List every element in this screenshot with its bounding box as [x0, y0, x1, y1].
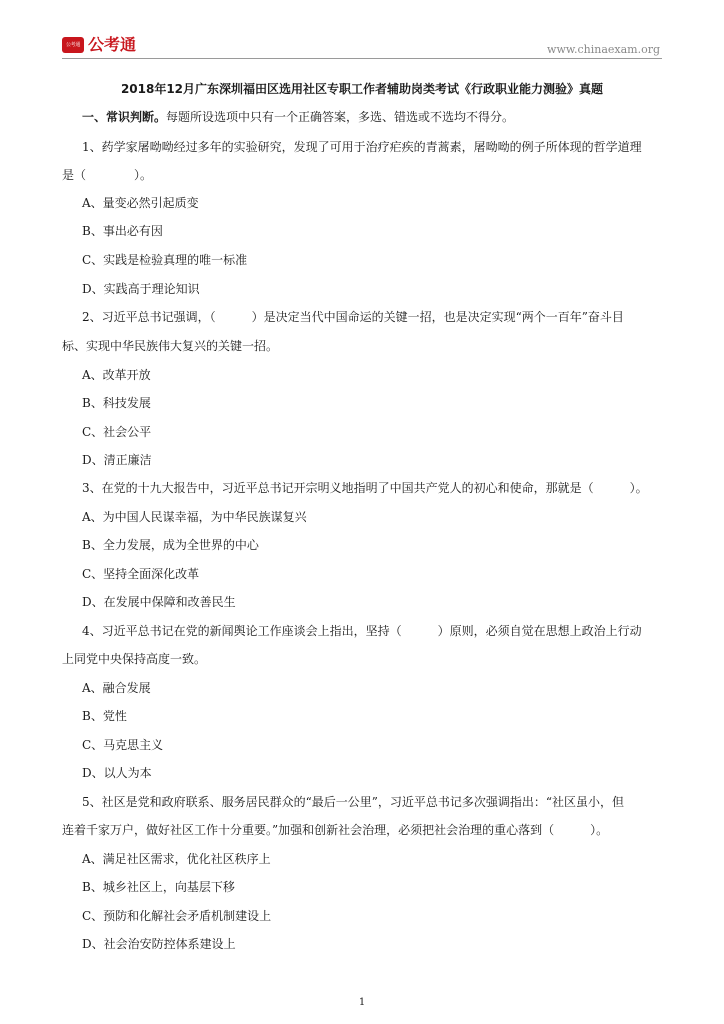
- logo-text: 公考通: [88, 35, 137, 54]
- q1-option-b: B、事出必有因: [82, 224, 163, 238]
- section-instruction: 每题所设选项中只有一个正确答案，多选、错选或不选均不得分。: [166, 110, 515, 124]
- q5-option-b: B、城乡社区上，向基层下移: [82, 880, 235, 894]
- q4-option-a: A、融合发展: [82, 681, 151, 695]
- q1-option-a: A、量变必然引起质变: [82, 196, 199, 210]
- q5-option-a: A、满足社区需求，优化社区秩序上: [82, 852, 271, 866]
- question-1-text: 1、药学家屠呦呦经过多年的实验研究，发现了可用于治疗疟疾的青蒿素，屠呦呦的例子所体现的哲学道理: [82, 140, 642, 154]
- q2-option-d: D、清正廉洁: [82, 453, 152, 467]
- page-number: 1: [358, 997, 366, 1008]
- document-title: 2018年12月广东深圳福田区选用社区专职工作者辅助岗类考试《行政职业能力测验》真题: [120, 82, 604, 96]
- q4-option-b: B、党性: [82, 709, 127, 723]
- q2-option-c: C、社会公平: [82, 425, 152, 439]
- question-3-text: 3、在党的十九大报告中，习近平总书记开宗明义地指明了中国共产党人的初心和使命，那就是（ ）。: [82, 481, 648, 495]
- q3-option-a: A、为中国人民谋幸福，为中华民族谋复兴: [82, 510, 307, 524]
- question-5-text-cont: 连着千家万户，做好社区工作十分重要。”加强和创新社会治理，必须把社会治理的重心落到（ ）。: [62, 823, 609, 837]
- section-heading: 一、常识判断。: [82, 110, 167, 124]
- q1-option-c: C、实践是检验真理的唯一标准: [82, 253, 248, 267]
- site-url: www.chinaexam.org: [547, 43, 660, 56]
- q3-option-c: C、坚持全面深化改革: [82, 567, 200, 581]
- q1-option-d: D、实践高于理论知识: [82, 282, 200, 296]
- q3-option-d: D、在发展中保障和改善民生: [82, 595, 236, 609]
- q4-option-d: D、以人为本: [82, 766, 152, 780]
- q2-option-b: B、科技发展: [82, 396, 151, 410]
- q5-option-c: C、预防和化解社会矛盾机制建设上: [82, 909, 272, 923]
- page-header: [62, 34, 662, 59]
- q3-option-b: B、全力发展，成为全世界的中心: [82, 538, 259, 552]
- q5-option-d: D、社会治安防控体系建设上: [82, 937, 236, 951]
- q4-option-c: C、马克思主义: [82, 738, 164, 752]
- question-2-text: 2、习近平总书记强调，（ ）是决定当代中国命运的关键一招，也是决定实现“两个一百年”奋斗目: [82, 310, 624, 324]
- logo-icon: 公考通: [62, 37, 84, 53]
- question-5-text: 5、社区是党和政府联系、服务居民群众的“最后一公里”，习近平总书记多次强调指出：“社区虽小，但: [82, 795, 625, 809]
- question-4-text-cont: 上同党中央保持高度一致。: [62, 652, 207, 666]
- question-4-text: 4、习近平总书记在党的新闻舆论工作座谈会上指出，坚持（ ）原则，必须自觉在思想上政治上行动: [82, 624, 642, 638]
- question-1-text-cont: 是（ ）。: [62, 168, 153, 182]
- q2-option-a: A、改革开放: [82, 368, 151, 382]
- question-2-text-cont: 标、实现中华民族伟大复兴的关键一招。: [62, 339, 279, 353]
- section-heading-line: [82, 109, 688, 125]
